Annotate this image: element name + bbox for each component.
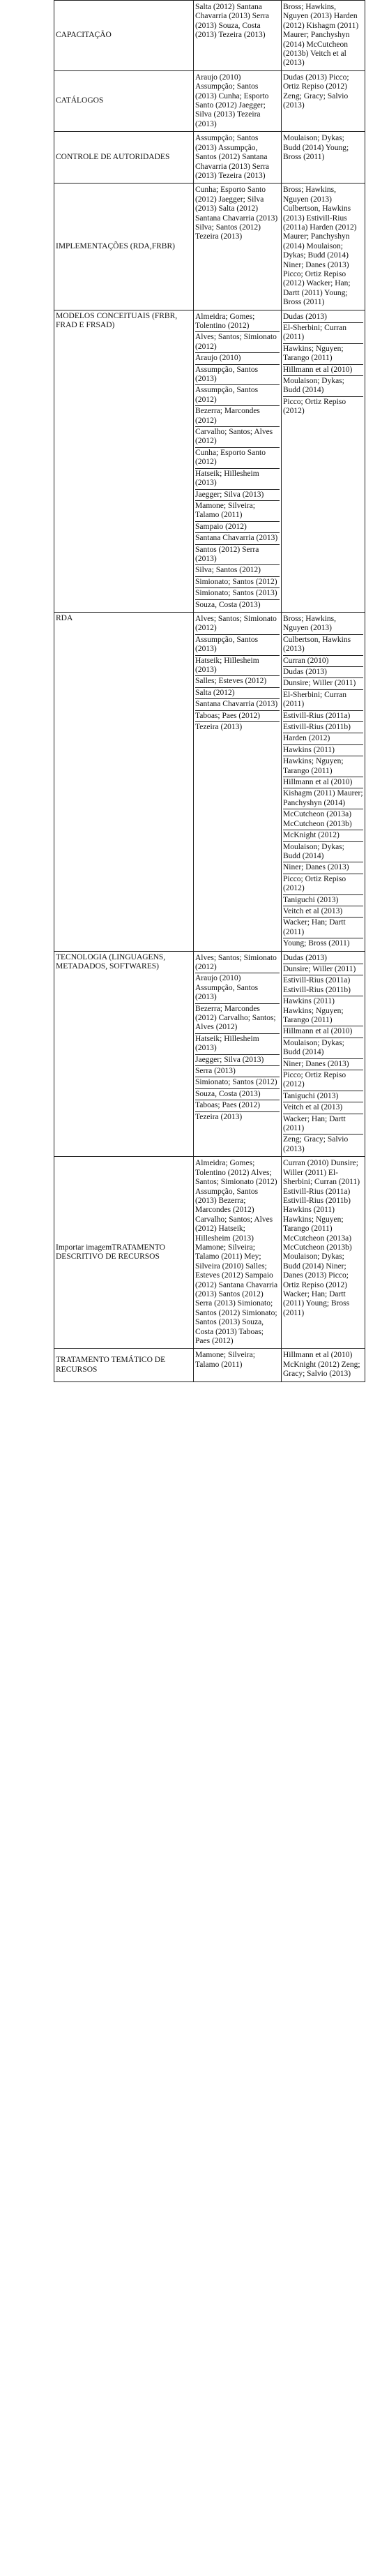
reference-entry: Mamone; Silveira; Talamo (2011) — [195, 500, 280, 521]
reference-entry: Taboas; Paes (2012) — [195, 710, 280, 721]
reference-entry: Alves; Santos; Simionato (2012) — [195, 953, 277, 971]
reference-entry: Picco; Ortiz Repiso (2012) — [283, 1070, 363, 1091]
reference-entry: Young; Bross (2011) — [283, 938, 363, 949]
reference-entry: Hawkins; Nguyen; Tarango (2011) — [283, 756, 363, 777]
reference-entry: Taniguchi (2013) — [283, 894, 363, 906]
reference-entry: Veitch et al (2013) — [283, 1102, 363, 1113]
reference-entry: Assumpção, Santos (2013) — [195, 634, 280, 655]
reference-entry: Estivill-Rius (2011b) — [283, 721, 363, 733]
category-label: RDA — [56, 613, 73, 622]
brazilian-references-cell — [194, 70, 282, 131]
reference-entry: Estivill-Rius (2011a) Estivill-Rius (2011b) — [283, 975, 363, 996]
reference-entry: Carvalho; Santos; Alves (2012) — [195, 426, 280, 447]
reference-entry: Almeidra; Gomes; Tolentino (2012) Alves; Santos; Simionato (2012) Assumpção, Santos (2013) Bezerra; Marcondes (2012) Carvalho; Santos; Alves (2012) Hatseik; Hillesheim (2013) Mamone; Silveira; Talamo (2011) Mey; Silveira (2010) Salles; Esteves (2012) Sampaio (2012) Santana Chavarria (2013) Santos (2012) Serra (2013) Simionato; Santos (2012) Simionato; Santos (2013) Souza, Costa (2013) Taboas; Paes (2012) — [195, 1159, 278, 1345]
reference-entry: Souza, Costa (2013) — [195, 599, 280, 611]
reference-entry: Simionato; Santos (2013) — [195, 587, 280, 599]
brazilian-references-cell — [194, 612, 282, 951]
international-references-cell — [282, 310, 365, 612]
reference-entry: Curran (2010) — [283, 655, 363, 666]
document-page — [54, 0, 365, 1382]
reference-entry: Estivill-Rius (2011a) — [283, 710, 363, 721]
brazilian-references-cell — [194, 1, 282, 71]
category-label: CAPACITAÇÃO — [56, 31, 112, 40]
reference-entry: Dunsire; Willer (2011) — [283, 677, 363, 689]
reference-entry: Araujo (2010) — [195, 352, 280, 364]
reference-entry: McKnight (2012) — [283, 830, 363, 841]
international-references-cell — [282, 70, 365, 131]
table-row — [54, 1349, 365, 1381]
reference-entry: Cunha; Esporto Santo (2012) — [195, 447, 280, 468]
reference-entry: Dudas (2013) Picco; Ortiz Repiso (2012) Zeng; Gracy; Salvio (2013) — [283, 73, 349, 110]
brazilian-references-cell — [194, 310, 282, 612]
category-label: MODELOS CONCEITUAIS (FRBR, FRAD E FRSAD) — [56, 311, 178, 329]
reference-entry: Hatseik; Hillesheim (2013) — [195, 1033, 280, 1054]
reference-entry: El-Sherbini; Curran (2011) — [283, 689, 363, 710]
reference-entry: Santos (2012) Serra (2013) — [195, 544, 280, 565]
reference-entry: Jaegger; Silva (2013) — [195, 1054, 280, 1065]
table-row — [54, 612, 365, 951]
reference-entry: Assumpção; Santos (2013) Assumpção, Santos (2012) Santana Chavarria (2013) Serra (2013) Tezeira (2013) — [195, 134, 270, 180]
reference-entry: Araujo (2010) Assumpção, Santos (2013) — [195, 973, 280, 1003]
brazilian-references-cell — [194, 1349, 282, 1381]
reference-entry: Dudas (2013) — [283, 312, 327, 321]
reference-entry: Hillmann et al (2010) — [283, 364, 363, 375]
reference-entry: Bross; Hawkins, Nguyen (2013) — [283, 614, 337, 633]
brazilian-references-cell — [194, 951, 282, 1157]
reference-entry: Hatseik; Hillesheim (2013) — [195, 655, 280, 676]
category-cell — [54, 612, 194, 951]
reference-entry: Assumpção, Santos (2012) — [195, 384, 280, 405]
brazilian-references-cell — [194, 184, 282, 310]
reference-entry: El-Sherbini; Curran (2011) — [283, 322, 363, 343]
reference-entry: Salta (2012) — [195, 687, 280, 698]
category-cell — [54, 70, 194, 131]
table-row — [54, 132, 365, 184]
category-cell — [54, 1, 194, 71]
table-row — [54, 1, 365, 71]
reference-entry: Almeidra; Gomes; Tolentino (2012) — [195, 312, 255, 330]
table-row — [54, 70, 365, 131]
table-body — [54, 1, 365, 1382]
table-row — [54, 310, 365, 612]
reference-entry: Serra (2013) — [195, 1065, 280, 1077]
reference-entry: Bross; Hawkins, Nguyen (2013) Culbertson, Hawkins (2013) Estivill-Rius (2011a) Harden (2012) Maurer; Panchyshyn (2014) Moulaison; Dykas; Budd (2014) Niner; Danes (2013) Picco; Ortiz Repiso (2012) Wacker; Han; Dartt (2011) Young; Bross (2011) — [283, 186, 357, 307]
reference-entry: Wacker; Han; Dartt (2011) — [283, 1114, 363, 1135]
brazilian-references-cell — [194, 132, 282, 184]
reference-entry: Alves; Santos; Simionato (2012) — [195, 331, 280, 352]
category-label: TRATAMENTO TEMÁTICO DE RECURSOS — [56, 1356, 166, 1374]
reference-entry: Simionato; Santos (2012) — [195, 1077, 280, 1088]
brazilian-references-cell — [194, 1157, 282, 1349]
category-label: CATÁLOGOS — [56, 96, 104, 105]
reference-entry: Dudas (2013) — [283, 666, 363, 677]
category-cell — [54, 951, 194, 1157]
category-cell — [54, 1157, 194, 1349]
reference-entry: Jaegger; Silva (2013) — [195, 489, 280, 500]
category-label: IMPLEMENTAÇÕES (RDA,FRBR) — [56, 241, 175, 250]
table-row — [54, 1157, 365, 1349]
reference-entry: Tezeira (2013) — [195, 721, 280, 733]
reference-entry: Alves; Santos; Simionato (2012) — [195, 614, 277, 633]
reference-entry: Hillmann et al (2010) — [283, 1026, 363, 1037]
category-cell — [54, 310, 194, 612]
reference-entry: Silva; Santos (2012) — [195, 564, 280, 576]
reference-entry: McCutcheon (2013a) McCutcheon (2013b) — [283, 809, 363, 830]
reference-entry: Niner; Danes (2013) — [283, 1058, 363, 1070]
international-references-cell — [282, 951, 365, 1157]
reference-entry: Taboas; Paes (2012) — [195, 1100, 280, 1111]
reference-entry: Santana Chavarria (2013) — [195, 698, 280, 710]
reference-entry: Hatseik; Hillesheim (2013) — [195, 468, 280, 489]
reference-entry: Souza, Costa (2013) — [195, 1088, 280, 1100]
reference-entry: Tezeira (2013) — [195, 1111, 280, 1123]
reference-entry: Hawkins (2011) — [283, 744, 363, 756]
reference-entry: Bezerra; Marcondes (2012) — [195, 405, 280, 426]
reference-entry: Bross; Hawkins, Nguyen (2013) Harden (2012) Kishagm (2011) Maurer; Panchyshyn (2014) McCutcheon (2013b) Veitch et al (2013) — [283, 3, 359, 68]
reference-entry: Araujo (2010) Assumpção; Santos (2013) Cunha; Esporto Santo (2012) Jaegger; Silva (2013) Tezeira (2013) — [195, 73, 269, 128]
reference-entry: Taniguchi (2013) — [283, 1091, 363, 1102]
reference-entry: Moulaison; Dykas; Budd (2014) Young; Bross (2011) — [283, 134, 349, 162]
category-label: CONTROLE DE AUTORIDADES — [56, 153, 170, 162]
reference-entry: Hillmann et al (2010) McKnight (2012) Zeng; Gracy; Salvio (2013) — [283, 1351, 360, 1379]
reference-entry: Salta (2012) Santana Chavarria (2013) Serra (2013) Souza, Costa (2013) Tezeira (2013) — [195, 3, 270, 40]
reference-entry: Bezerra; Marcondes (2012) Carvalho; Santos; Alves (2012) — [195, 1003, 280, 1033]
reference-entry: Simionato; Santos (2012) — [195, 576, 280, 587]
reference-entry: Zeng; Gracy; Salvio (2013) — [283, 1134, 363, 1155]
reference-entry: Mamone; Silveira; Talamo (2011) — [195, 1351, 255, 1369]
international-references-cell — [282, 1157, 365, 1349]
reference-entry: Moulaison; Dykas; Budd (2014) — [283, 375, 363, 396]
reference-entry: Curran (2010) Dunsire; Willer (2011) El-Sherbini; Curran (2011) Estivill-Rius (2011a) Estivill-Rius (2011b) Hawkins (2011) Hawkins; Nguyen; Tarango (2011) McCutcheon (2013a) McCutcheon (2013b) Moulaison; Dykas; Budd (2014) Niner; Danes (2013) Picco; Ortiz Repiso (2012) Wacker; Han; Dartt (2011) Young; Bross (2011) — [283, 1159, 360, 1317]
reference-entry: Cunha; Esporto Santo (2012) Jaegger; Silva (2013) Salta (2012) Santana Chavarria (2013) Silva; Santos (2012) Tezeira (2013) — [195, 186, 278, 241]
international-references-cell — [282, 1349, 365, 1381]
reference-entry: Dunsire; Willer (2011) — [283, 964, 363, 975]
reference-entry: Hawkins; Nguyen; Tarango (2011) — [283, 343, 363, 364]
international-references-cell — [282, 1, 365, 71]
table-row — [54, 951, 365, 1157]
reference-entry: Wacker; Han; Dartt (2011) — [283, 917, 363, 938]
reference-entry: Niner; Danes (2013) — [283, 862, 363, 873]
category-label: Importar imagemTRATAMENTO DESCRITIVO DE RECURSOS — [56, 1243, 165, 1261]
international-references-cell — [282, 184, 365, 310]
reference-entry: Harden (2012) — [283, 733, 363, 744]
category-cell — [54, 184, 194, 310]
reference-entry: Picco; Ortiz Repiso (2012) — [283, 396, 363, 417]
international-references-cell — [282, 612, 365, 951]
reference-entry: Kishagm (2011) Maurer; Panchyshyn (2014) — [283, 788, 363, 809]
category-cell — [54, 1349, 194, 1381]
reference-entry: Moulaison; Dykas; Budd (2014) — [283, 1038, 363, 1058]
reference-entry: Picco; Ortiz Repiso (2012) — [283, 874, 363, 894]
table-row — [54, 184, 365, 310]
reference-entry: Salles; Esteves (2012) — [195, 675, 280, 687]
reference-entry: Moulaison; Dykas; Budd (2014) — [283, 841, 363, 862]
literature-table — [54, 0, 365, 1382]
international-references-cell — [282, 132, 365, 184]
reference-entry: Sampaio (2012) — [195, 521, 280, 532]
reference-entry: Santana Chavarria (2013) — [195, 532, 280, 544]
reference-entry: Hillmann et al (2010) — [283, 777, 363, 788]
reference-entry: Culbertson, Hawkins (2013) — [283, 634, 363, 655]
category-label: TECNOLOGIA (LINGUAGENS, METADADOS, SOFTWARES) — [56, 952, 166, 971]
reference-entry: Hawkins (2011) Hawkins; Nguyen; Tarango (2011) — [283, 996, 363, 1026]
reference-entry: Veitch et al (2013) — [283, 906, 363, 917]
reference-entry: Assumpção, Santos (2013) — [195, 364, 280, 385]
category-cell — [54, 132, 194, 184]
reference-entry: Dudas (2013) — [283, 953, 327, 962]
